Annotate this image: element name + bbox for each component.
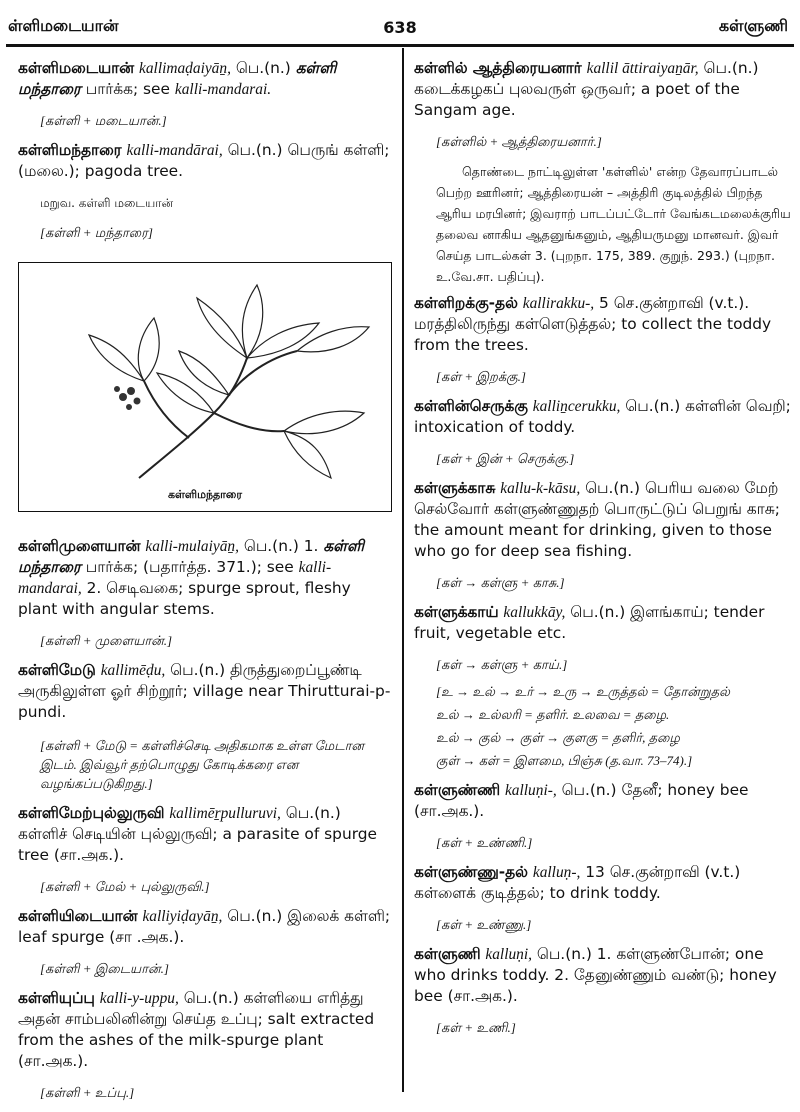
page-number: 638	[383, 18, 417, 37]
headword: கள்ளுணி	[414, 945, 481, 963]
definition: 2. செடிவகை; spurge sprout, fleshy plant with angular stems.	[18, 579, 351, 618]
etymology: [கள் + உண்ணு.]	[436, 917, 532, 932]
definition: பார்க்க; see	[80, 80, 175, 98]
headword: கள்ளிமுளையான்	[18, 537, 141, 555]
synonym-note: மறுவ. கள்ளி மடையான்	[40, 196, 174, 210]
definition: பெ.(n.) தேனீ; honey bee (சா.அக.).	[414, 781, 749, 820]
cross-reference: கள்ளி மந்தாரை	[18, 59, 337, 98]
cross-reference: கள்ளி மந்தாரை	[18, 537, 365, 576]
headword: கள்ளிமேற்புல்லுருவி	[18, 804, 165, 822]
left-column	[18, 58, 392, 1112]
headword: கள்ளில் ஆத்திரையனார்	[414, 59, 582, 77]
definition: 13 செ.குன்றாவி (v.t.) கள்ளைக் குடித்தல்; to drink toddy.	[414, 863, 741, 902]
biographical-note: தொண்டை நாட்டிலுள்ள 'கள்ளில்' என்ற தேவாரப்பாடல் பெற்ற ஊரினர்; ஆத்திரையன் – அத்திரி குடிலத்தில் பிறந்த ஆரிய மரபினர்; இவராற் பாடப்பட்டோர் வேங்கடமலைக்குரிய தலைவ னாகிய ஆதனுங்கனும், ஆதியருமனு மானவர். இவர் செய்த பாடல்கள் 3. (புறநா. 175, 389. குறுந். 293.) (புறநா. உ.வே.சா. பதிப்பு).	[436, 164, 791, 284]
definition: பெ.(n.) 1. கள்ளுண்போன்; one who drinks toddy. 2. தேனுண்ணும் வண்டு; honey bee (சா.அக.).	[414, 945, 777, 1005]
definition: 5 செ.குன்றாவி (v.t.). மரத்திலிருந்து கள்ளெடுத்தல்; to collect the toddy from the trees.	[414, 294, 772, 354]
dictionary-entry	[18, 803, 392, 866]
derivation-line: [உ → உல் → உர் → உரு → உருத்தல் = தோன்றுதல்	[436, 684, 730, 699]
derivation-line: உல் → குல் → குள் → குளகு = தளிர், தழை	[436, 730, 680, 745]
dictionary-entry	[414, 478, 792, 562]
headword: கள்ளியிடையான்	[18, 907, 138, 925]
column-divider	[402, 48, 404, 1092]
figure-caption: கள்ளிமந்தாரை	[167, 488, 243, 501]
etymology: [கள் → கள்ளு + காசு.]	[436, 575, 565, 590]
transliteration: kalli-mandārai,	[126, 142, 223, 159]
part-of-speech: பெ.(n.)	[230, 59, 296, 77]
header-rule	[6, 44, 794, 47]
etymology: [கள் + இன் + செருக்கு.]	[436, 451, 575, 466]
see-reference: kalli-mandarai.	[174, 81, 272, 98]
transliteration: kallukkāy,	[503, 604, 566, 621]
transliteration: kalli-mulaiyāṉ,	[145, 538, 239, 555]
dictionary-entry	[414, 396, 792, 438]
dictionary-entry	[18, 660, 392, 723]
transliteration: kalli-y-uppu,	[99, 990, 179, 1007]
transliteration: kalluṇi-,	[504, 782, 557, 799]
dictionary-entry	[18, 140, 392, 182]
transliteration: kallimēḍu,	[100, 662, 166, 679]
running-head-left: ள்ளிமடையான்	[8, 16, 119, 35]
definition: பெ.(n.) பெரிய வலை மேற் செல்வோர் கள்ளுண்ணுதற் பொருட்டுப் பெறுங் காசு; the amount meant for drinking, given to those who go for deep sea fishing.	[414, 479, 780, 560]
dictionary-entry	[414, 944, 792, 1007]
etymology: [கள்ளி + மேல் + புல்லுருவி.]	[40, 879, 210, 894]
plant-illustration	[18, 262, 392, 512]
headword: கள்ளிறக்கு-தல்	[414, 294, 518, 312]
transliteration: kallimēṟpulluruvi,	[169, 805, 281, 822]
transliteration: kalliṉcerukku,	[532, 398, 621, 415]
etymology: [கள் + இறக்கு.]	[436, 369, 526, 384]
right-column	[414, 58, 792, 1047]
page-header	[0, 0, 800, 46]
etymology: [கள்ளி + இடையான்.]	[40, 961, 169, 976]
transliteration: kallil āttiraiyaṉār,	[586, 60, 699, 77]
etymology: [கள் + உணி.]	[436, 1020, 516, 1035]
derivation-line: உல் → உல்லரி = தளிர். உலவை = தழை.	[436, 707, 670, 722]
headword: கள்ளியுப்பு	[18, 989, 95, 1007]
dictionary-entry	[18, 536, 392, 620]
transliteration: kallu-k-kāsu,	[500, 480, 581, 497]
definition: பெ.(n.) இளங்காய்; tender fruit, vegetable etc.	[414, 603, 765, 642]
transliteration: kallirakku-,	[522, 295, 595, 312]
transliteration: kalliyiḍayāṉ,	[142, 908, 223, 925]
definition: பார்க்க; (பதார்த்த. 371.); see	[80, 558, 299, 576]
etymology: [கள்ளில் + ஆத்திரையனார்.]	[436, 134, 602, 149]
headword: கள்ளிமேடு	[18, 661, 96, 679]
dictionary-entry	[18, 58, 392, 100]
definition: பெ.(n.) கள்ளியை எரித்து அதன் சாம்பலினின்று செய்த உப்பு; salt extracted from the ashes of the milk-spurge plant (சா.அக.).	[18, 989, 375, 1070]
see-reference: kalli-mandarai,	[18, 559, 332, 597]
transliteration: kalluṇ-,	[532, 864, 581, 881]
etymology: [கள்ளி + மடையான்.]	[40, 113, 167, 128]
etymology: [கள் + உண்ணி.]	[436, 835, 533, 850]
dictionary-entry	[18, 906, 392, 948]
headword: கள்ளுக்காய்	[414, 603, 499, 621]
leaf-drawing	[19, 263, 391, 511]
headword: கள்ளுண்ணி	[414, 781, 501, 799]
dictionary-entry	[414, 602, 792, 644]
dictionary-entry	[414, 58, 792, 121]
definition: பெ.(n.) கடைக்கழகப் புலவருள் ஒருவர்; a poet of the Sangam age.	[414, 59, 759, 119]
etymology: [கள் → கள்ளு + காய்.]	[436, 657, 568, 672]
definition: பெ.(n.) இலைக் கள்ளி; leaf spurge (சா .அக.).	[18, 907, 391, 946]
etymology: [கள்ளி + முளையான்.]	[40, 633, 173, 648]
dictionary-entry	[414, 862, 792, 904]
headword: கள்ளிமந்தாரை	[18, 141, 122, 159]
definition: பெ.(n.) கள்ளின் வெறி; intoxication of toddy.	[414, 397, 791, 436]
transliteration: kallimaḍaiyāṉ,	[139, 60, 231, 77]
definition: பெ.(n.) திருத்துறைப்பூண்டி அருகிலுள்ள ஓர் சிற்றூர்; village near Thirutturai-p-pundi.	[18, 661, 391, 721]
headword: கள்ளின்செருக்கு	[414, 397, 528, 415]
etymology-note: [கள்ளி + மேடு = கள்ளிச்செடி அதிகமாக உள்ள மேடான இடம். இவ்வூர் தற்பொழுது கோடிக்கரை என வழங்கப்படுகிறது.]	[40, 738, 365, 791]
running-head-right: கள்ளுணி	[718, 16, 788, 35]
definition: பெ.(n.) கள்ளிச் செடியின் புல்லுருவி; a parasite of spurge tree (சா.அக.).	[18, 804, 377, 864]
etymology: [கள்ளி + உப்பு.]	[40, 1085, 135, 1100]
transliteration: kalluṇi,	[485, 946, 532, 963]
part-of-speech: பெ.(n.) 1.	[238, 537, 324, 555]
dictionary-entry	[414, 780, 792, 822]
headword: கள்ளுக்காசு	[414, 479, 496, 497]
etymology: [கள்ளி + மந்தாரை]	[40, 225, 153, 240]
derivation-line: குள் → கள் = இளமை, பிஞ்சு (த.வா. 73–74).]	[436, 753, 693, 768]
dictionary-entry	[18, 988, 392, 1072]
headword: கள்ளுண்ணு-தல்	[414, 863, 528, 881]
dictionary-entry	[414, 293, 792, 356]
definition: பெ.(n.) பெருங் கள்ளி; (மலை.); pagoda tree.	[18, 141, 390, 180]
headword: கள்ளிமடையான்	[18, 59, 135, 77]
